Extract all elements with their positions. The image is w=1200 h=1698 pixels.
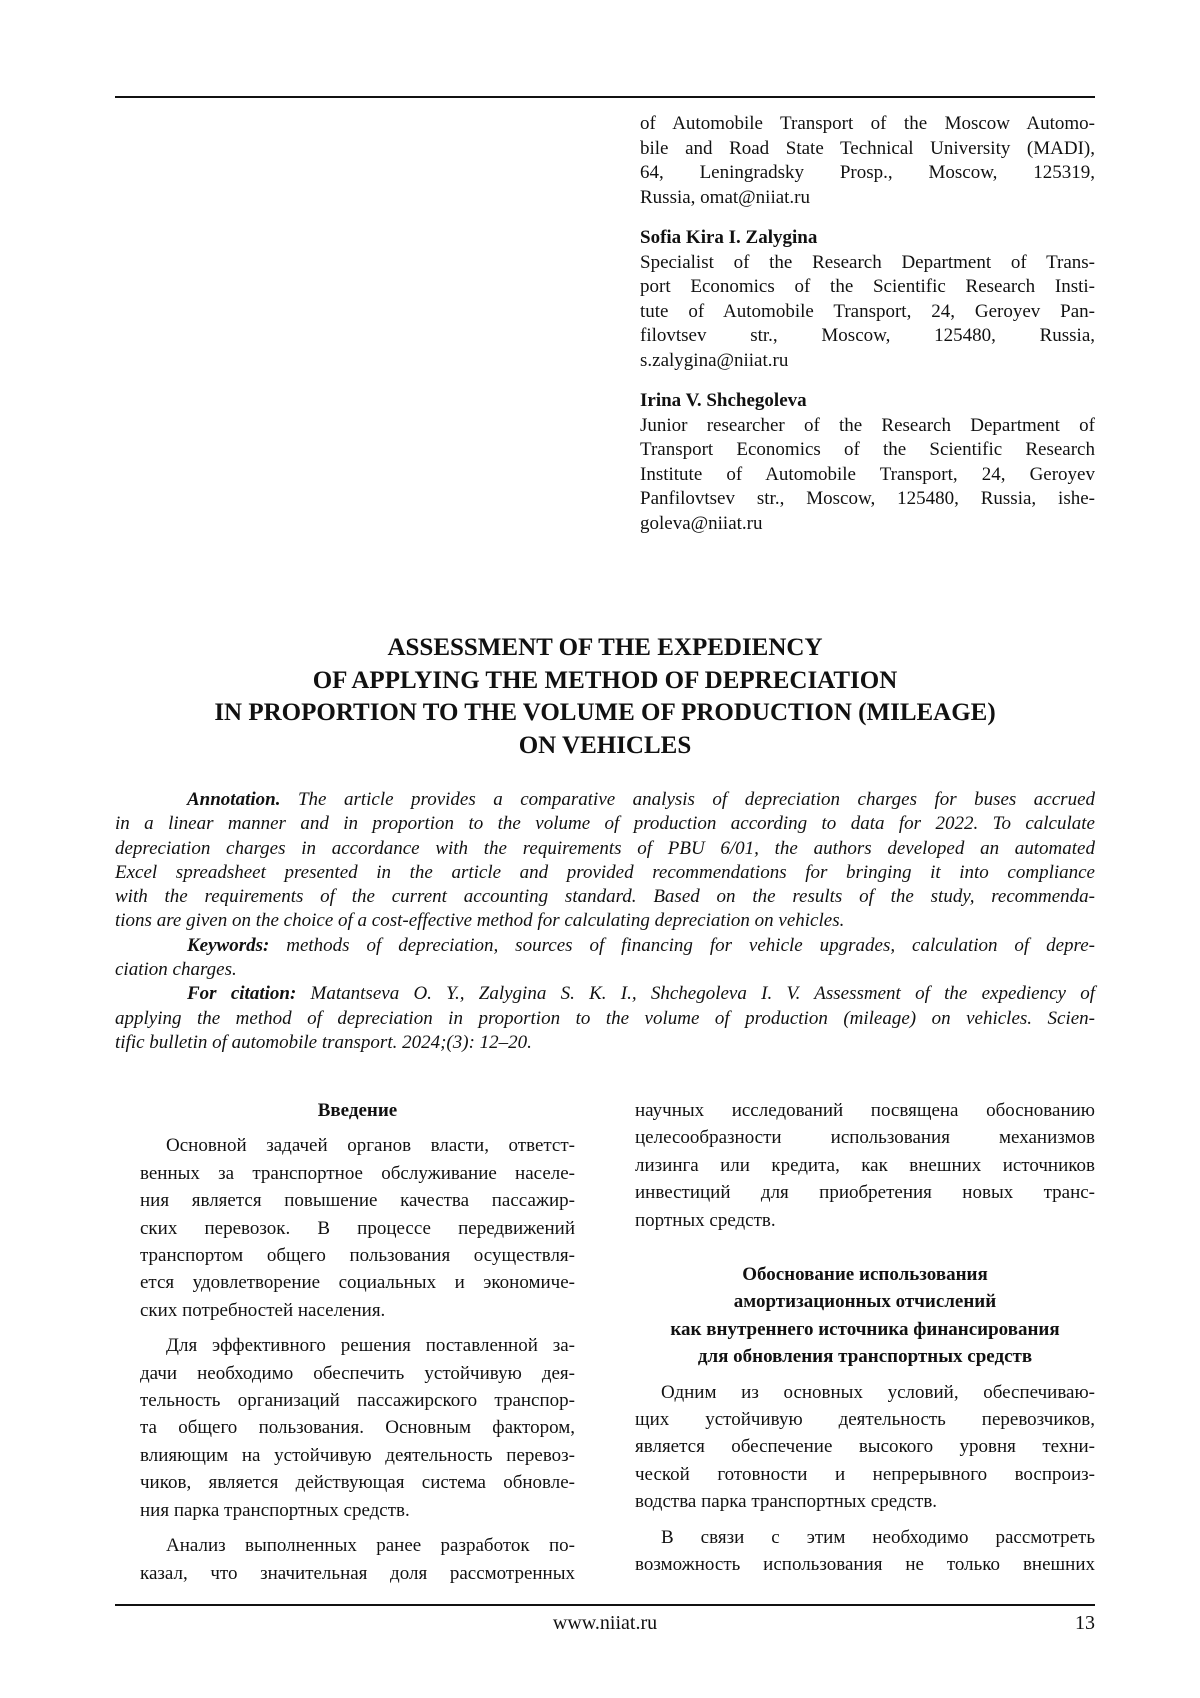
body-line: ских потребностей населения.: [140, 1299, 386, 1321]
left-column: [140, 1097, 575, 1587]
body-line: ния парка транспортных средств.: [140, 1499, 410, 1521]
body-line: транспортом общего пользования осуществля-: [140, 1245, 575, 1267]
affiliation-line: of Automobile Transport of the Moscow Automo-: [640, 113, 1095, 134]
body-line: Основной задачей органов власти, ответст-: [166, 1135, 575, 1157]
abstract-text: The article provides a comparative analysis of depreciation charges for buses accrued: [297, 789, 1095, 810]
affiliation-line: port Economics of the Scientific Research Insti-: [640, 276, 1095, 297]
title-line: IN PROPORTION TO THE VOLUME OF PRODUCTION (MILEAGE): [214, 699, 996, 726]
body-line: чиков, является действующая система обновле-: [140, 1472, 575, 1494]
abstract-label: Keywords:: [187, 934, 270, 956]
body-line: дачи необходимо обеспечить устойчивую дея-: [140, 1362, 575, 1384]
title-line: ON VEHICLES: [518, 731, 692, 759]
body-line: Анализ выполненных ранее разработок по-: [166, 1535, 575, 1557]
body-line: влияющим на устойчивую деятельность перевоз-: [140, 1444, 575, 1466]
footer-rule: [115, 1604, 1095, 1606]
abstract-paragraph-first-line: [115, 934, 1095, 958]
affiliation-line: Institute of Automobile Transport, 24, Geroyev: [640, 463, 1095, 485]
body-line: научных исследований посвящена обоснованию: [635, 1100, 1095, 1121]
affiliation-line: bile and Road State Technical University (MADI),: [640, 137, 1095, 159]
body-line: портных средств.: [635, 1209, 776, 1231]
abstract-line: applying the method of depreciation in proportion to the volume of production (mileage) on vehicles. Scien-: [115, 1007, 1095, 1029]
abstract-line: with the requirements of the current accounting standard. Based on the results of the study, recommenda-: [115, 886, 1095, 908]
author-name: Irina V. Shchegoleva: [640, 390, 807, 411]
affiliation-line: Russia, omat@niiat.ru: [640, 186, 811, 208]
abstract-line: depreciation charges in accordance with the requirements of PBU 6/01, the authors developed an automated: [115, 837, 1095, 859]
affiliation-line: s.zalygina@niiat.ru: [640, 349, 789, 371]
body-line: ния является повышение качества пассажир-: [140, 1190, 575, 1212]
body-line: лизинга или кредита, как внешних источников: [635, 1154, 1095, 1176]
body-line: ческой готовности и непрерывного воспроиз-: [635, 1463, 1095, 1485]
body-line: целесообразности использования механизмов: [635, 1127, 1095, 1149]
abstract-line: tific bulletin of automobile transport. 2024;(3): 12–20.: [115, 1031, 532, 1053]
body-line: является обеспечение высокого уровня техни-: [635, 1436, 1095, 1458]
abstract-label: For citation:: [187, 983, 297, 1005]
affiliation-line: goleva@niiat.ru: [640, 512, 763, 534]
section-heading-line: как внутреннего источника финансирования: [670, 1318, 1060, 1340]
author-name: Sofia Kira I. Zalygina: [640, 227, 818, 248]
body-line: водства парка транспортных средств.: [635, 1491, 938, 1513]
affiliation-line: tute of Automobile Transport, 24, Geroyev Pan-: [640, 300, 1095, 322]
body-line: Для эффективного решения поставленной за-: [166, 1335, 575, 1357]
affiliation-line: 64, Leningradsky Prosp., Moscow, 125319,: [640, 162, 1095, 183]
body-line: возможность использования не только внешних: [635, 1554, 1095, 1576]
body-line: венных за транспортное обслуживание населе-: [140, 1162, 575, 1184]
section-heading-line: Введение: [317, 1100, 398, 1121]
abstract-paragraph-first-line: [115, 788, 1095, 812]
affiliation-line: filovtsev str., Moscow, 125480, Russia,: [640, 325, 1095, 346]
abstract-text: methods of depreciation, sources of financing for vehicle upgrades, calculation of depre-: [286, 934, 1095, 956]
abstract-block: [115, 788, 1095, 1055]
header-rule: [115, 96, 1095, 98]
body-line: Одним из основных условий, обеспечиваю-: [661, 1381, 1095, 1403]
abstract-label: Annotation.: [187, 789, 281, 810]
body-line: ется удовлетворение социальных и экономиче-: [140, 1272, 575, 1294]
section-heading-line: Обоснование использования: [742, 1264, 988, 1286]
author-affiliations: [640, 112, 1095, 536]
body-line: инвестиций для приобретения новых транс-: [635, 1182, 1095, 1204]
page-number: 13: [1075, 1612, 1095, 1634]
journal-url[interactable]: www.niiat.ru: [552, 1612, 658, 1634]
body-line: та общего пользования. Основным фактором,: [140, 1417, 575, 1439]
abstract-line: ciation charges.: [115, 959, 237, 981]
abstract-text: Matantseva O. Y., Zalygina S. K. I., Shchegoleva I. V. Assessment of the expediency of: [310, 983, 1096, 1005]
title-line: ASSESSMENT OF THE EXPEDIENCY: [387, 634, 823, 661]
title-line: OF APPLYING THE METHOD OF DEPRECIATION: [312, 666, 898, 694]
abstract-line: in a linear manner and in proportion to the volume of production according to data for 2022. To calculate: [115, 813, 1095, 835]
abstract-line: Excel spreadsheet presented in the article and provided recommendations for bringing it into compliance: [115, 861, 1095, 883]
affiliation-line: Specialist of the Research Department of Trans-: [640, 251, 1095, 273]
affiliation-line: Junior researcher of the Research Department of: [640, 414, 1095, 436]
body-line: В связи с этим необходимо рассмотреть: [661, 1526, 1095, 1548]
affiliation-line: Transport Economics of the Scientific Research: [640, 439, 1095, 460]
abstract-paragraph-first-line: [115, 982, 1095, 1006]
body-line: щих устойчивую деятельность перевозчиков,: [635, 1409, 1095, 1431]
section-heading-line: амортизационных отчислений: [733, 1291, 997, 1313]
affiliation-line: Panfilovtsev str., Moscow, 125480, Russia, ishe-: [640, 488, 1095, 509]
body-line: тельность организаций пассажирского транспор-: [140, 1390, 575, 1412]
right-column: [635, 1097, 1095, 1579]
body-line: казал, что значительная доля рассмотренных: [140, 1562, 575, 1584]
abstract-line: tions are given on the choice of a cost-effective method for calculating depreciation on vehicles.: [115, 910, 845, 932]
section-heading-line: для обновления транспортных средств: [697, 1346, 1033, 1368]
article-title: [115, 632, 1095, 762]
body-line: ских перевозок. В процессе передвижений: [140, 1217, 575, 1239]
